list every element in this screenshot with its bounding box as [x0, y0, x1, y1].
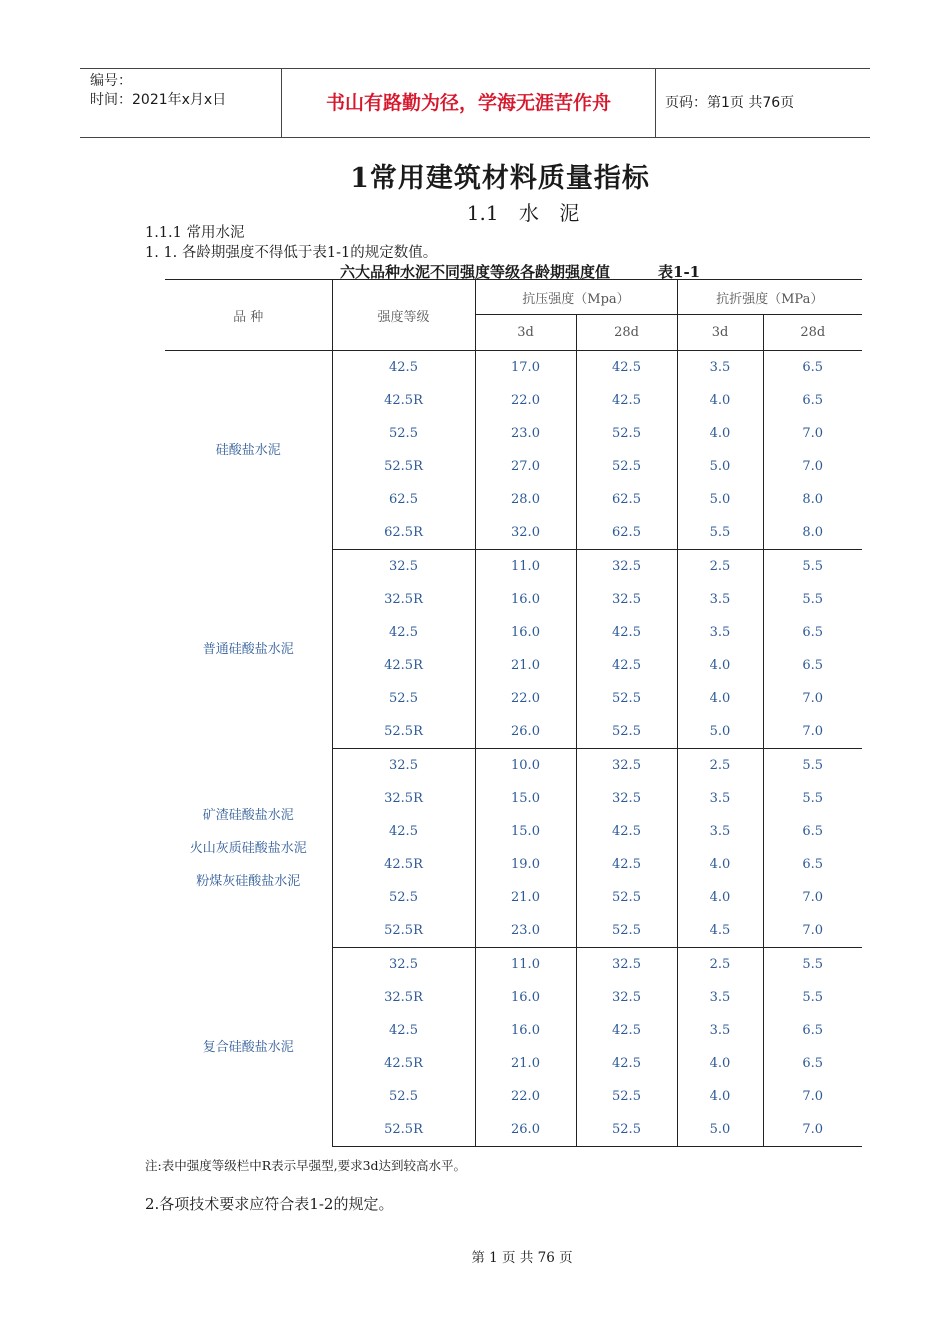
table-row	[165, 550, 862, 584]
28d-compressive-cell: 52.5	[576, 1113, 677, 1147]
3d-flexural-cell: 4.0	[677, 649, 763, 682]
grade-cell: 42.5	[332, 815, 475, 848]
28d-flexural-cell: 6.5	[802, 824, 824, 839]
3d-flexural-cell: 3.5	[677, 616, 763, 649]
grade-cell: 32.5	[332, 948, 475, 982]
header-grade: 强度等级	[332, 280, 475, 351]
grade-cell: 52.5R	[332, 914, 475, 948]
grade-cell: 52.5	[332, 417, 475, 450]
grade-cell: 32.5	[332, 749, 475, 783]
grade-cell: 42.5R	[332, 1047, 475, 1080]
next-paragraph: 2.各项技术要求应符合表1-2的规定。	[145, 1195, 394, 1213]
28d-compressive-cell: 52.5	[576, 450, 677, 483]
grade-cell: 32.5	[332, 550, 475, 584]
header-compressive: 抗压强度（Mpa）	[475, 280, 677, 315]
grade-cell: 32.5R	[332, 583, 475, 616]
3d-compressive-cell: 26.0	[475, 1113, 576, 1147]
28d-compressive-cell: 52.5	[576, 914, 677, 948]
grade-cell: 42.5	[332, 351, 475, 385]
variety-name: 普通硅酸盐水泥	[202, 641, 294, 657]
grade-cell: 42.5R	[332, 384, 475, 417]
28d-compressive-cell: 32.5	[576, 981, 677, 1014]
3d-flexural-cell: 2.5	[677, 550, 763, 584]
variety-name: 硅酸盐水泥	[215, 442, 281, 458]
3d-compressive-cell: 10.0	[475, 749, 576, 783]
table-row	[165, 351, 862, 385]
header-flexural: 抗折强度（MPa）	[677, 280, 862, 315]
variety-name: 复合硅酸盐水泥	[202, 1039, 294, 1055]
28d-flexural-cell: 7.0	[802, 691, 824, 706]
3d-compressive-cell: 16.0	[475, 616, 576, 649]
3d-compressive-cell: 22.0	[475, 1080, 576, 1113]
28d-flexural-cell: 7.0	[802, 426, 824, 441]
28d-flexural-cell: 6.5	[802, 393, 824, 408]
3d-flexural-cell: 2.5	[677, 749, 763, 783]
28d-compressive-cell: 32.5	[576, 749, 677, 783]
3d-flexural-cell: 4.0	[677, 1080, 763, 1113]
3d-flexural-cell: 3.5	[677, 981, 763, 1014]
variety-cell	[165, 351, 332, 550]
header-28d-compressive: 28d	[576, 315, 677, 351]
28d-compressive-cell: 42.5	[576, 848, 677, 881]
28d-flexural-cell: 5.5	[802, 990, 824, 1005]
28d-compressive-cell: 42.5	[576, 1014, 677, 1047]
3d-flexural-cell: 4.0	[677, 881, 763, 914]
28d-flexural-cell: 5.5	[802, 559, 824, 574]
28d-flexural-cell: 7.0	[763, 715, 862, 749]
3d-compressive-cell: 23.0	[475, 417, 576, 450]
3d-flexural-cell: 3.5	[677, 1014, 763, 1047]
3d-flexural-cell: 4.0	[677, 682, 763, 715]
28d-flexural-cell: 5.5	[802, 592, 824, 607]
28d-flexural-cell: 7.0	[802, 890, 824, 905]
grade-cell: 32.5R	[332, 981, 475, 1014]
grade-cell: 52.5R	[332, 715, 475, 749]
3d-compressive-cell: 23.0	[475, 914, 576, 948]
28d-compressive-cell: 62.5	[576, 483, 677, 516]
3d-compressive-cell: 27.0	[475, 450, 576, 483]
3d-compressive-cell: 22.0	[475, 384, 576, 417]
header-slogan: 书山有路勤为径，学海无涯苦作舟	[282, 69, 656, 137]
header-3d-flexural: 3d	[677, 315, 763, 351]
3d-flexural-cell: 2.5	[677, 948, 763, 982]
28d-flexural-cell: 8.0	[763, 516, 862, 550]
grade-cell: 42.5R	[332, 649, 475, 682]
28d-compressive-cell: 32.5	[576, 948, 677, 982]
28d-flexural-cell: 5.5	[802, 758, 824, 773]
table-title: 六大品种水泥不同强度等级各龄期强度值	[340, 263, 611, 281]
clause-text: 1. 1. 各龄期强度不得低于表1-1的规定数值。	[145, 245, 438, 261]
28d-compressive-cell: 42.5	[576, 815, 677, 848]
3d-compressive-cell: 11.0	[475, 948, 576, 982]
28d-compressive-cell: 52.5	[576, 417, 677, 450]
grade-cell: 52.5	[332, 682, 475, 715]
3d-flexural-cell: 5.0	[677, 715, 763, 749]
section-heading: 1.1.1 常用水泥	[145, 225, 245, 241]
28d-flexural-cell: 6.5	[802, 857, 824, 872]
table-number: 表1-1	[658, 263, 701, 281]
28d-flexural-cell: 6.5	[802, 1056, 824, 1071]
28d-compressive-cell: 32.5	[576, 782, 677, 815]
variety-name: 粉煤灰硅酸盐水泥	[196, 873, 301, 889]
28d-flexural-cell: 7.0	[763, 914, 862, 948]
28d-flexural-cell: 5.5	[802, 791, 824, 806]
28d-compressive-cell: 52.5	[576, 682, 677, 715]
28d-compressive-cell: 32.5	[576, 583, 677, 616]
table-row	[165, 948, 862, 982]
header-3d-compressive: 3d	[475, 315, 576, 351]
header-page-info: 页码：第1页 共76页	[665, 95, 795, 111]
3d-compressive-cell: 21.0	[475, 881, 576, 914]
3d-compressive-cell: 21.0	[475, 649, 576, 682]
3d-compressive-cell: 26.0	[475, 715, 576, 749]
3d-compressive-cell: 16.0	[475, 981, 576, 1014]
3d-compressive-cell: 16.0	[475, 1014, 576, 1047]
time-label: 时间：2021年x月x日	[90, 92, 227, 108]
28d-compressive-cell: 52.5	[576, 881, 677, 914]
header-row-1	[165, 280, 862, 315]
grade-cell: 42.5	[332, 1014, 475, 1047]
grade-cell: 42.5	[332, 616, 475, 649]
grade-cell: 32.5R	[332, 782, 475, 815]
page-header	[80, 68, 870, 138]
variety-cell	[165, 749, 332, 948]
28d-flexural-cell: 8.0	[802, 492, 824, 507]
3d-flexural-cell: 5.0	[677, 450, 763, 483]
28d-flexural-cell: 6.5	[802, 658, 824, 673]
header-variety: 品 种	[165, 280, 332, 351]
28d-flexural-cell: 7.0	[802, 459, 824, 474]
3d-compressive-cell: 15.0	[475, 815, 576, 848]
3d-flexural-cell: 4.0	[677, 1047, 763, 1080]
28d-compressive-cell: 32.5	[576, 550, 677, 584]
variety-name: 火山灰质硅酸盐水泥	[189, 840, 307, 856]
3d-flexural-cell: 3.5	[677, 583, 763, 616]
3d-compressive-cell: 19.0	[475, 848, 576, 881]
grade-cell: 52.5	[332, 1080, 475, 1113]
3d-compressive-cell: 22.0	[475, 682, 576, 715]
3d-flexural-cell: 4.0	[677, 384, 763, 417]
3d-compressive-cell: 32.0	[475, 516, 576, 550]
3d-compressive-cell: 28.0	[475, 483, 576, 516]
3d-compressive-cell: 17.0	[475, 351, 576, 385]
3d-compressive-cell: 21.0	[475, 1047, 576, 1080]
28d-compressive-cell: 52.5	[576, 1080, 677, 1113]
variety-name: 矿渣硅酸盐水泥	[202, 807, 294, 823]
3d-flexural-cell: 3.5	[677, 815, 763, 848]
28d-flexural-cell: 6.5	[802, 360, 824, 375]
3d-compressive-cell: 16.0	[475, 583, 576, 616]
header-meta	[80, 69, 282, 137]
3d-flexural-cell: 4.0	[677, 417, 763, 450]
table-note: 注:表中强度等级栏中R表示早强型,要求3d达到较高水平。	[145, 1158, 467, 1173]
grade-cell: 62.5R	[332, 516, 475, 550]
grade-cell: 52.5	[332, 881, 475, 914]
28d-flexural-cell: 6.5	[802, 1023, 824, 1038]
3d-flexural-cell: 4.0	[677, 848, 763, 881]
3d-flexural-cell: 5.0	[677, 1113, 763, 1147]
page-footer: 第 1 页 共 76 页	[471, 1250, 573, 1266]
grade-cell: 52.5R	[332, 450, 475, 483]
3d-compressive-cell: 11.0	[475, 550, 576, 584]
section-subtitle: 1.1 水 泥	[466, 201, 580, 225]
28d-compressive-cell: 42.5	[576, 1047, 677, 1080]
28d-flexural-cell: 7.0	[763, 1113, 862, 1147]
28d-compressive-cell: 42.5	[576, 351, 677, 385]
28d-flexural-cell: 6.5	[802, 625, 824, 640]
28d-compressive-cell: 52.5	[576, 715, 677, 749]
grade-cell: 62.5	[332, 483, 475, 516]
grade-cell: 42.5R	[332, 848, 475, 881]
3d-flexural-cell: 3.5	[677, 782, 763, 815]
28d-compressive-cell: 42.5	[576, 616, 677, 649]
28d-flexural-cell: 5.5	[802, 957, 824, 972]
variety-cell	[165, 550, 332, 749]
3d-flexural-cell: 4.5	[677, 914, 763, 948]
28d-compressive-cell: 62.5	[576, 516, 677, 550]
header-28d-flexural: 28d	[763, 315, 862, 351]
28d-flexural-cell: 7.0	[802, 1089, 824, 1104]
strength-table	[165, 279, 862, 1147]
3d-flexural-cell: 5.0	[677, 483, 763, 516]
document-title: 1常用建筑材料质量指标	[350, 163, 650, 194]
3d-flexural-cell: 3.5	[677, 351, 763, 385]
table-row	[165, 749, 862, 783]
variety-cell	[165, 948, 332, 1147]
28d-compressive-cell: 42.5	[576, 649, 677, 682]
3d-compressive-cell: 15.0	[475, 782, 576, 815]
grade-cell: 52.5R	[332, 1113, 475, 1147]
number-label: 编号：	[90, 73, 132, 89]
3d-flexural-cell: 5.5	[677, 516, 763, 550]
28d-compressive-cell: 42.5	[576, 384, 677, 417]
